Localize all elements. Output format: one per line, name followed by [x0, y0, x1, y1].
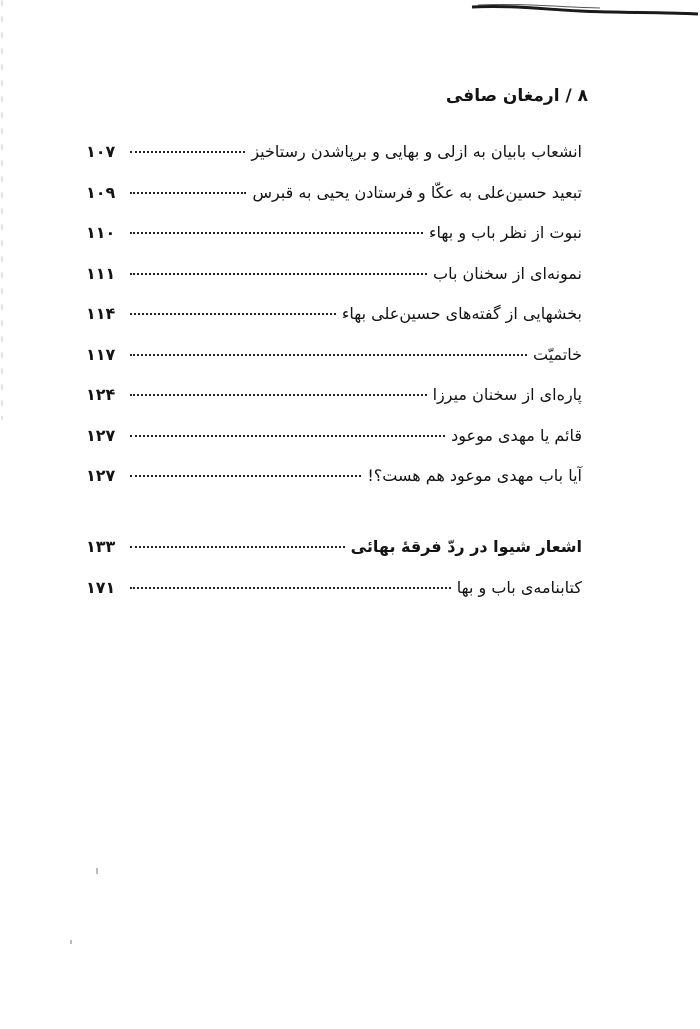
leader-dots [130, 394, 427, 396]
page-number: ۸ [577, 86, 588, 106]
leader-dots [130, 192, 246, 194]
leader-dots [130, 232, 423, 234]
toc-entry [86, 304, 582, 345]
toc-entry-page: ۱۰۹ [86, 182, 116, 202]
toc-entry [86, 578, 582, 619]
toc-entry-title: کتابنامه‌ی باب و بها [456, 577, 582, 597]
toc-entry-title: خاتمیّت [532, 344, 582, 364]
toc-entry-page: ۱۱۷ [86, 344, 116, 364]
toc-entry [86, 264, 582, 305]
toc-entry-page: ۱۱۴ [86, 304, 116, 323]
toc-entry-title: قائم یا مهدی موعود [451, 425, 582, 445]
leader-dots [130, 435, 445, 437]
toc-entry [86, 466, 582, 507]
toc-entry-title: بخشهایی از گفته‌های حسین‌علی بهاء [341, 304, 582, 323]
toc-entry-title: نبوت از نظر باب و بهاء [429, 223, 582, 242]
scan-edge-mark [470, 2, 700, 16]
book-title: ارمغان صافی [445, 86, 560, 106]
header-separator: / [565, 86, 572, 106]
leader-dots [130, 546, 345, 548]
leader-dots [130, 151, 245, 153]
scan-edge-shadow [0, 0, 8, 420]
toc-entry-title: انشعاب بابیان به ازلی و بهایی و برپاشدن رستاخیز [251, 142, 582, 161]
toc-entry-page: ۱۱۰ [86, 223, 116, 242]
leader-dots [130, 273, 427, 275]
scan-speck [70, 940, 72, 944]
toc-entry [86, 223, 582, 264]
toc-entry-page: ۱۷۱ [86, 577, 116, 597]
toc-entry-page: ۱۲۷ [86, 466, 116, 485]
toc-entry-title: اشعار شیوا در ردّ فرقهٔ بهائی [350, 537, 582, 556]
toc-entry-page: ۱۱۱ [86, 263, 116, 283]
toc-entry-title: آیا باب مهدی موعود هم هست؟! [367, 466, 582, 485]
leader-dots [130, 354, 527, 356]
toc-entry [86, 142, 582, 183]
toc-entry [86, 385, 582, 426]
toc-entry-title: تبعید حسین‌علی به عکّا و فرستادن یحیی به قبرس [252, 182, 582, 202]
toc-entry [86, 345, 582, 386]
toc-entry-title: نمونه‌ای از سخنان باب [433, 263, 582, 283]
toc-entry-page: ۱۰۷ [86, 142, 116, 161]
toc-entry-page: ۱۳۳ [86, 537, 116, 556]
leader-dots [130, 313, 336, 315]
toc-entry-page: ۱۲۴ [86, 385, 116, 404]
leader-dots [130, 587, 451, 589]
toc-entry-page: ۱۲۷ [86, 425, 116, 445]
toc-entry [86, 537, 582, 578]
toc-entry [86, 183, 582, 224]
scan-speck [96, 868, 98, 874]
toc-entry-title: پاره‌ای از سخنان میرزا [432, 385, 582, 404]
leader-dots [130, 475, 361, 477]
table-of-contents-appendix [86, 537, 582, 618]
toc-entry [86, 426, 582, 467]
table-of-contents [86, 142, 582, 507]
page-header [446, 86, 588, 106]
